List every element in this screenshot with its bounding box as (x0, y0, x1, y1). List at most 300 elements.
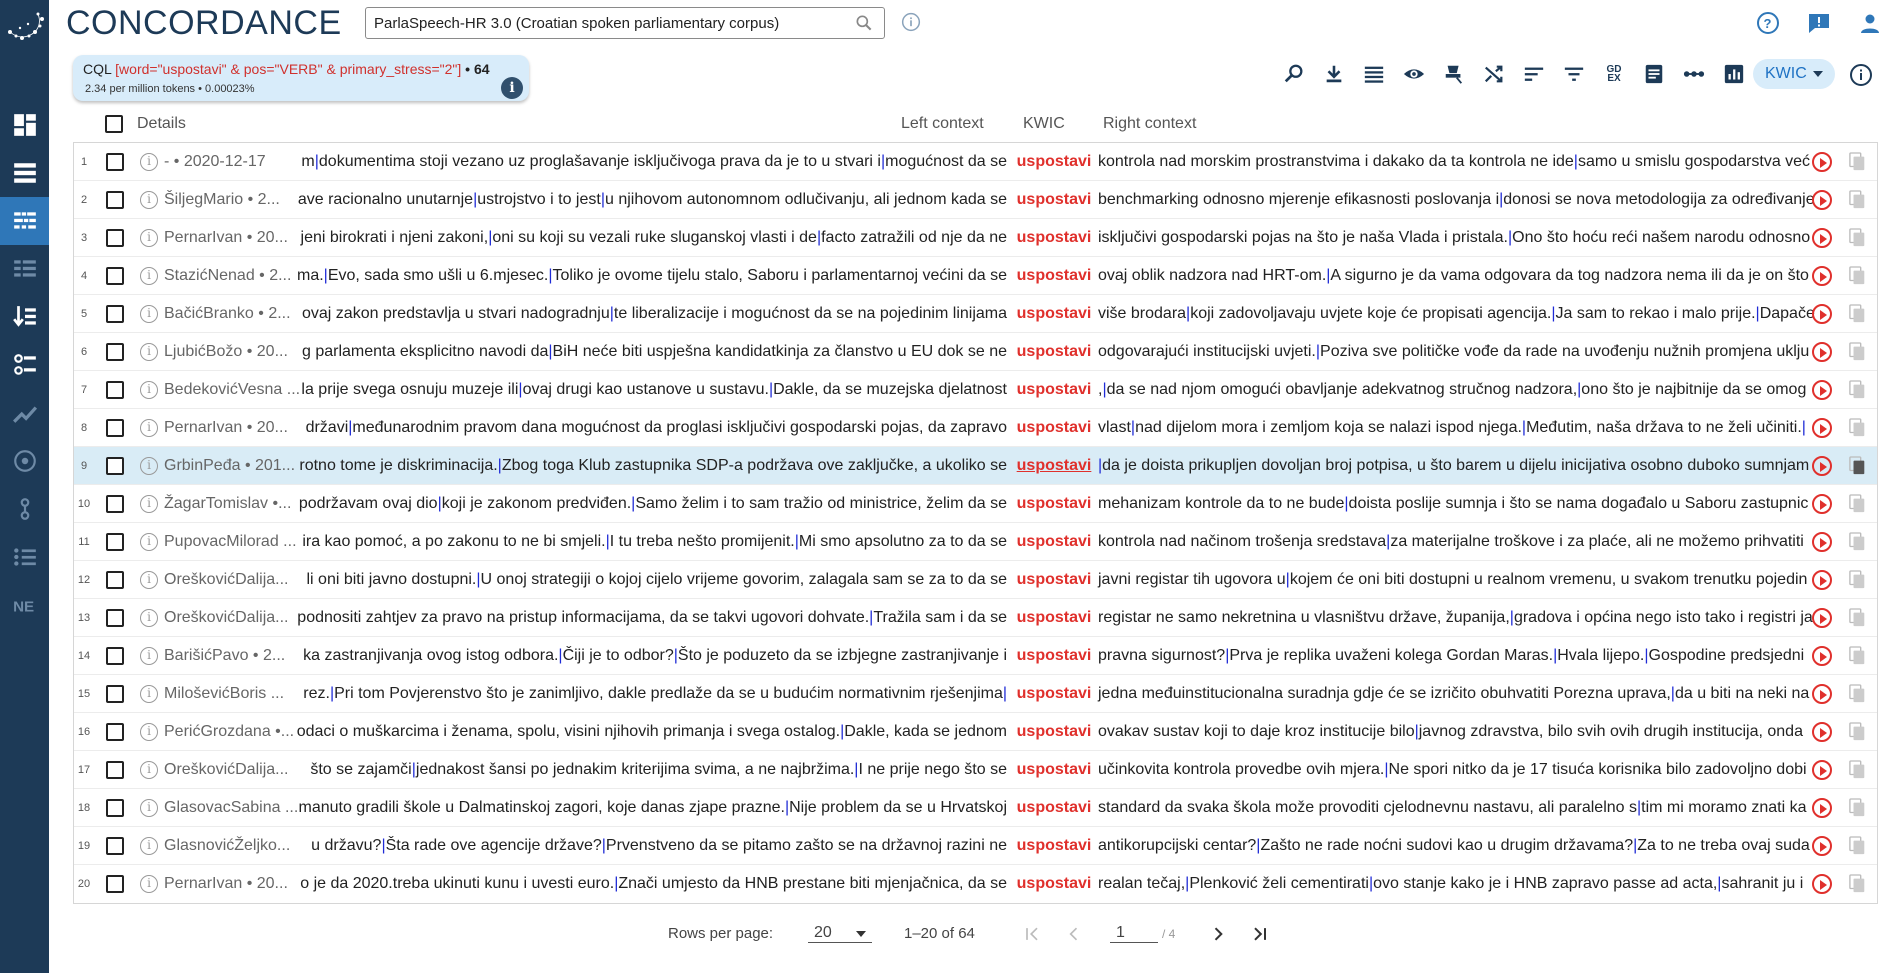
table-row[interactable] (74, 713, 1877, 751)
left-context (296, 723, 1007, 741)
left-context-text: ovaj zakon predstavlja u stvari nadogradnju|te liberalizacije i mogućnost da se na pojedinim linijama (302, 305, 1007, 322)
left-context (298, 799, 1007, 817)
sentence-separator: | (1801, 419, 1806, 436)
kwic-word[interactable]: uspostavi (1016, 533, 1092, 550)
row-details[interactable]: PerićGrozdana •... (164, 723, 295, 740)
row-info-icon[interactable]: i (140, 457, 158, 475)
row-number: 19 (77, 840, 91, 852)
row-info-icon[interactable]: i (140, 837, 158, 855)
sentence-separator: | (609, 305, 614, 322)
refine-search-button[interactable] (1280, 60, 1308, 88)
sentence-separator: | (473, 191, 478, 208)
sentence-separator: | (348, 419, 353, 436)
play-audio-icon[interactable] (1812, 646, 1832, 666)
sidebar-wordlist[interactable] (0, 293, 49, 341)
table-row[interactable] (74, 447, 1877, 485)
row-number: 18 (77, 802, 91, 814)
left-context (303, 685, 1007, 703)
right-context: pravna sigurnost?|Prva je replika uvaženi kolega Gordan Maras.|Hvala lijepo.|Gospodine predsjedni (1098, 647, 1805, 664)
copy-icon[interactable] (1849, 304, 1867, 324)
play-audio-icon[interactable] (1812, 722, 1832, 742)
row-info-icon[interactable]: i (140, 571, 158, 589)
copy-icon[interactable] (1849, 494, 1867, 514)
row-details[interactable]: ŠiljegMario • 2... (164, 191, 280, 208)
row-details[interactable]: PernarIvan • 20... (164, 419, 288, 436)
copy-icon[interactable] (1849, 532, 1867, 552)
row-info-icon[interactable]: i (140, 761, 158, 779)
kwic-word[interactable]: uspostavi (1016, 229, 1092, 246)
table-header (73, 110, 1878, 138)
chevron-down-icon (856, 931, 866, 937)
row-details[interactable]: OreškovićDalija... (164, 571, 289, 588)
row-number: 6 (80, 346, 88, 358)
kwic-word[interactable]: uspostavi (1016, 305, 1092, 322)
query-cql: [word="uspostavi" & pos="VERB" & primary_stress="2"] (115, 61, 462, 77)
sidebar-lists[interactable] (0, 533, 49, 581)
row-info-icon[interactable]: i (140, 153, 158, 171)
sentence-separator: | (1499, 191, 1504, 208)
row-number: 20 (77, 878, 91, 890)
row-details[interactable]: PupovacMilorad ... (164, 533, 297, 550)
copy-icon[interactable] (1849, 228, 1867, 248)
right-context: |da je doista prikupljen dovoljan broj potpisa, u što barem u dijelu inicijativa osobno duboko sumnjam (1098, 457, 1810, 474)
copy-icon[interactable] (1849, 684, 1867, 704)
play-audio-icon[interactable] (1812, 304, 1832, 324)
copy-icon[interactable] (1849, 190, 1867, 210)
left-context (298, 495, 1007, 513)
sidebar-parallel[interactable] (0, 245, 49, 293)
row-details[interactable]: MiloševićBoris ... (164, 685, 285, 702)
copy-icon[interactable] (1849, 874, 1867, 894)
row-info-icon[interactable]: i (140, 305, 158, 323)
table-row[interactable] (74, 827, 1877, 865)
row-details[interactable]: GlasnovićŽeljko... (164, 837, 291, 854)
row-info-icon[interactable]: i (140, 685, 158, 703)
table-row[interactable] (74, 561, 1877, 599)
kwic-word[interactable]: uspostavi (1016, 837, 1092, 854)
rows-per-page-label: Rows per page: (668, 925, 774, 942)
right-context: javni registar tih ugovora u|kojem će oni biti dostupni u realnom vremenu, u svakom trenutku pojedin (1098, 571, 1808, 588)
kwic-word[interactable]: uspostavi (1016, 723, 1092, 740)
copy-icon[interactable] (1849, 608, 1867, 628)
row-details[interactable]: StazićNenad • 2... (164, 267, 292, 284)
left-context (306, 761, 1007, 779)
kwic-word[interactable]: uspostavi (1016, 609, 1092, 626)
sidebar-keywords[interactable] (0, 437, 49, 485)
left-context-text: odaci o muškarcima i ženama, spolu, visini njihovih primanja i svega ostalog.|Dakle, kada se jednom (296, 723, 1007, 740)
sentence-separator: | (411, 761, 416, 778)
row-details[interactable]: OreškovićDalija... (164, 609, 289, 626)
row-number: 17 (77, 764, 91, 776)
sentence-separator: | (1102, 381, 1107, 398)
frequency-button[interactable] (1720, 60, 1748, 88)
download-icon (1323, 63, 1345, 85)
right-context: standard da svaka škola može provoditi cjelodnevnu nastavu, ali paralelno s|tim mi moramo znati ka (1098, 799, 1807, 816)
left-context-text: g parlamenta eksplicitno navodi da|BiH neće biti uspješna kandidatkinja za članstvo u EU dok se ne (301, 343, 1007, 360)
play-audio-icon[interactable] (1812, 760, 1832, 780)
row-checkbox[interactable] (106, 685, 124, 703)
play-audio-icon[interactable] (1812, 532, 1832, 552)
right-context: kontrola nad načinom trošenja sredstava|za materijalne troškove i za plaće, ali ne možemo prihvatiti (1098, 533, 1804, 550)
left-context (299, 457, 1007, 475)
kwic-word[interactable]: uspostavi (1016, 761, 1092, 778)
sentence-separator: | (1002, 685, 1007, 702)
row-details[interactable]: GrbinPeđa • 201... (164, 457, 296, 474)
gdex-icon: GD EX (1606, 64, 1622, 84)
table-row[interactable] (74, 637, 1877, 675)
column-kwic[interactable]: KWIC (1023, 115, 1065, 132)
table-row[interactable] (74, 751, 1877, 789)
sentence-separator: | (1185, 875, 1190, 892)
copy-icon[interactable] (1849, 722, 1867, 742)
sentence-separator: | (869, 609, 874, 626)
sentence-separator: | (1326, 267, 1331, 284)
sentence-separator: | (1285, 571, 1290, 588)
sentence-separator: | (323, 267, 328, 284)
column-details[interactable]: Details (137, 115, 186, 132)
sentence-separator: | (1384, 761, 1389, 778)
filter-button[interactable] (1560, 60, 1588, 88)
query-stats: 2.34 per million tokens • 0.00023% (85, 83, 255, 95)
play-audio-icon[interactable] (1812, 798, 1832, 818)
copy-icon[interactable] (1849, 380, 1867, 400)
row-details[interactable]: BačićBranko • 2... (164, 305, 291, 322)
sentence-separator: | (1386, 533, 1391, 550)
table-row[interactable] (74, 371, 1877, 409)
play-audio-icon[interactable] (1812, 190, 1832, 210)
table-row[interactable] (74, 675, 1877, 713)
column-left-context[interactable]: Left context (901, 115, 984, 132)
copy-icon[interactable] (1849, 418, 1867, 438)
kwic-word[interactable]: uspostavi (1016, 267, 1092, 284)
row-info-icon[interactable]: i (140, 343, 158, 361)
sentence-separator: | (1508, 229, 1513, 246)
kwic-word[interactable]: uspostavi (1016, 343, 1092, 360)
sentence-separator: | (1717, 875, 1722, 892)
play-audio-icon[interactable] (1812, 874, 1832, 894)
feedback-icon[interactable] (1807, 11, 1831, 35)
row-info-icon[interactable]: i (140, 609, 158, 627)
row-number: 10 (77, 498, 91, 510)
row-details[interactable]: BarišićPavo • 2... (164, 647, 286, 664)
row-number: 15 (77, 688, 91, 700)
kwic-word[interactable]: uspostavi (1016, 381, 1092, 398)
svg-text:NE: NE (12, 598, 34, 616)
sentence-separator: | (794, 533, 799, 550)
last-page-icon[interactable] (1250, 924, 1270, 944)
row-number: 2 (80, 194, 88, 206)
copy-icon[interactable] (1849, 570, 1867, 590)
info-icon[interactable] (1849, 63, 1873, 87)
row-info-icon[interactable]: i (140, 191, 158, 209)
row-checkbox[interactable] (106, 647, 124, 665)
left-context (297, 609, 1007, 627)
target-icon (12, 448, 38, 474)
row-info-icon[interactable]: i (140, 875, 158, 893)
sentence-separator: | (1553, 647, 1558, 664)
kwic-word[interactable]: uspostavi (1016, 875, 1092, 892)
row-checkbox[interactable] (106, 723, 124, 741)
table-row[interactable] (74, 789, 1877, 827)
kwic-word[interactable]: uspostavi (1016, 571, 1092, 588)
table-row[interactable] (74, 257, 1877, 295)
sentence-separator: | (476, 571, 481, 588)
visibility-button[interactable] (1400, 60, 1428, 88)
column-right-context[interactable]: Right context (1103, 115, 1197, 132)
left-context-text: la prije svega osnuju muzeje ili|ovaj drugi kao ustanove u sustavu.|Dakle, da se muzejska djelatnost (301, 381, 1007, 398)
play-audio-icon[interactable] (1812, 456, 1832, 476)
kwic-word[interactable]: uspostavi (1016, 685, 1092, 702)
row-details[interactable]: ŽagarTomislav •... (164, 495, 292, 512)
chevron-down-icon (1813, 71, 1823, 77)
row-number: 12 (77, 574, 91, 586)
table-row[interactable] (74, 295, 1877, 333)
row-checkbox[interactable] (106, 875, 124, 893)
kwic-word[interactable]: uspostavi (1016, 799, 1092, 816)
sentence-separator: | (488, 229, 493, 246)
left-context-text: što se zajamči|jednakost šansi po jednakim kriterijima svima, a ne najbržima.|I ne prije nego što se (310, 761, 1007, 778)
table-row[interactable] (74, 409, 1877, 447)
sentence-separator: | (1098, 457, 1103, 474)
copy-icon[interactable] (1849, 266, 1867, 286)
sentence-separator: | (601, 837, 606, 854)
sidebar (0, 0, 49, 973)
select-all-checkbox[interactable] (105, 115, 123, 133)
view-mode-dropdown[interactable] (1753, 59, 1835, 89)
sentence-separator: | (1315, 343, 1321, 360)
sentence-separator: | (1130, 419, 1136, 436)
sidebar-wordsketch[interactable] (0, 341, 49, 389)
row-info-icon[interactable]: i (140, 381, 158, 399)
play-audio-icon[interactable] (1812, 570, 1832, 590)
sidebar-ngrams[interactable] (0, 485, 49, 533)
row-checkbox[interactable] (106, 457, 124, 475)
row-info-icon[interactable]: i (140, 495, 158, 513)
table-row[interactable] (74, 181, 1877, 219)
app-logo-icon[interactable] (4, 6, 46, 48)
left-context (301, 381, 1007, 399)
next-page-icon[interactable] (1208, 924, 1228, 944)
copy-icon[interactable] (1849, 456, 1867, 476)
left-context-text: o je da 2020.treba ukinuti kunu i uvesti euro.|Znači umjesto da HNB prestane biti mjenjačnica, da se (300, 875, 1007, 892)
play-audio-icon[interactable] (1812, 494, 1832, 514)
row-details[interactable]: - • 2020-12-17 (164, 153, 266, 170)
left-context-text: ka zastranjivanja ovog istog odbora.|Čiji je to odbor?|Što je poduzeto da se izbjegne zastranjivanje i (303, 647, 1007, 664)
sentence-separator: | (1368, 875, 1374, 892)
row-info-icon[interactable]: i (140, 647, 158, 665)
sidebar-dashboard[interactable] (0, 101, 49, 149)
row-number: 7 (80, 384, 88, 396)
left-context (306, 419, 1007, 437)
dots-line-icon (1683, 63, 1705, 85)
sidebar-trends[interactable] (0, 389, 49, 437)
row-details[interactable]: LjubićBožo • 20... (164, 343, 288, 360)
table-row[interactable] (74, 485, 1877, 523)
copy-icon[interactable] (1849, 760, 1867, 780)
help-icon[interactable] (1756, 11, 1780, 35)
right-context: vlast|nad dijelom mora i zemljom koja se nalazi ispod njega.|Međutim, naša država to ne želi učiniti.| (1098, 419, 1806, 436)
rows-per-page-select[interactable] (808, 924, 872, 943)
user-icon[interactable] (1858, 11, 1882, 35)
row-checkbox[interactable] (106, 267, 124, 285)
right-context: antikorupcijski centar?|Zašto ne rade noćni sudovi kao u drugim državama?|Za to ne treba ovaj suda (1098, 837, 1810, 854)
gdex-button[interactable] (1600, 60, 1628, 88)
row-checkbox[interactable] (106, 533, 124, 551)
page-input[interactable] (1110, 924, 1158, 943)
copy-icon[interactable] (1849, 798, 1867, 818)
shuffle-icon (1483, 63, 1505, 85)
play-audio-icon[interactable] (1812, 684, 1832, 704)
left-context-text: u državu?|Šta rade ove agencije države?|Prvenstveno da se pitamo zašto se na državnoj razini ne (311, 837, 1007, 854)
table-row[interactable] (74, 143, 1877, 181)
right-context: odgovarajući institucijski uvjeti.|Poziva sve političke vođe da rade na uvođenju nužnih promjena uklju (1098, 343, 1810, 360)
right-context: učinkovita kontrola provedbe ovih mjera.|Ne spori nitko da je 17 tisuća korisnika bilo zadovoljno dobi (1098, 761, 1807, 778)
play-audio-icon[interactable] (1812, 266, 1832, 286)
row-number: 1 (80, 156, 88, 168)
copy-icon[interactable] (1849, 836, 1867, 856)
kwic-word[interactable]: uspostavi (1016, 419, 1092, 436)
row-checkbox[interactable] (106, 229, 124, 247)
previous-page-icon[interactable] (1064, 924, 1084, 944)
row-checkbox[interactable] (106, 495, 124, 513)
table-row[interactable] (74, 523, 1877, 561)
shuffle-button[interactable] (1480, 60, 1508, 88)
row-checkbox[interactable] (106, 153, 124, 171)
play-audio-icon[interactable] (1812, 228, 1832, 248)
row-info-icon[interactable]: i (140, 267, 158, 285)
download-button[interactable] (1320, 60, 1348, 88)
bar-chart-icon (1723, 63, 1745, 85)
sentence-separator: | (548, 267, 553, 284)
kwic-word[interactable]: uspostavi (1016, 647, 1092, 664)
row-info-icon[interactable]: i (140, 723, 158, 741)
kwic-word[interactable]: uspostavi (1016, 495, 1092, 512)
query-line (83, 61, 490, 77)
table-row[interactable] (74, 219, 1877, 257)
play-audio-icon[interactable] (1812, 152, 1832, 172)
row-info-icon[interactable]: i (140, 229, 158, 247)
text-types-button[interactable] (1640, 60, 1668, 88)
row-info-icon[interactable]: i (140, 419, 158, 437)
lines-icon (1363, 63, 1385, 85)
row-details[interactable]: GlasovacSabina ... (164, 799, 299, 816)
copy-icon[interactable] (1849, 342, 1867, 362)
sidebar-concordance[interactable] (0, 197, 49, 245)
play-audio-icon[interactable] (1812, 380, 1832, 400)
sentence-separator: | (497, 457, 502, 474)
kwic-word[interactable]: uspostavi (1016, 457, 1092, 474)
sentence-separator: | (548, 343, 553, 360)
row-checkbox[interactable] (106, 609, 124, 627)
collocations-button[interactable] (1680, 60, 1708, 88)
row-checkbox[interactable] (106, 191, 124, 209)
row-info-icon[interactable]: i (140, 799, 158, 817)
sentence-separator: | (854, 761, 859, 778)
sentence-separator: | (1521, 419, 1527, 436)
table-row[interactable] (74, 865, 1877, 903)
kwic-word[interactable]: uspostavi (1016, 153, 1092, 170)
copy-icon[interactable] (1849, 152, 1867, 172)
sentence-separator: | (1509, 609, 1514, 626)
row-number: 14 (77, 650, 91, 662)
sentence-separator: | (1755, 305, 1760, 322)
sentence-separator: | (1225, 647, 1230, 664)
document-icon (1643, 63, 1665, 85)
query-chip[interactable] (73, 55, 529, 101)
left-context (297, 191, 1007, 209)
copy-icon[interactable] (1849, 646, 1867, 666)
concordance-table (73, 142, 1878, 904)
row-checkbox[interactable] (106, 837, 124, 855)
sentence-separator: | (329, 685, 335, 702)
sentence-separator: | (600, 191, 605, 208)
right-context: mehanizam kontrole da to ne bude|doista poslije sumnja i što se nama događalo u Saboru zastupnic (1098, 495, 1809, 512)
row-checkbox[interactable] (106, 419, 124, 437)
left-context (297, 267, 1007, 285)
search-icon[interactable] (854, 13, 874, 33)
sentence-separator: | (605, 533, 610, 550)
right-context: jedna međuinstitucionalna suradnja gdje će se izričito obuhvatiti Porezna uprava,|da u biti na neki na (1098, 685, 1810, 702)
play-audio-icon[interactable] (1812, 342, 1832, 362)
left-context (306, 837, 1007, 855)
corpus-info-icon[interactable] (901, 12, 921, 32)
row-details[interactable]: OreškovićDalija... (164, 761, 289, 778)
row-details[interactable]: BedekovićVesna ... (164, 381, 301, 398)
row-checkbox[interactable] (106, 305, 124, 323)
sidebar-corpora[interactable] (0, 149, 49, 197)
query-info-icon[interactable]: i (501, 77, 523, 99)
row-checkbox[interactable] (106, 381, 124, 399)
sidebar-ne[interactable] (0, 581, 49, 629)
corpus-selector[interactable] (365, 7, 885, 39)
filter-icon (1563, 63, 1585, 85)
query-count: • 64 (461, 61, 490, 77)
concordance-icon (12, 208, 38, 234)
play-audio-icon[interactable] (1812, 836, 1832, 856)
good-examples-button[interactable] (1440, 60, 1468, 88)
sentence-separator: | (1573, 153, 1578, 170)
row-checkbox[interactable] (106, 343, 124, 361)
play-audio-icon[interactable] (1812, 418, 1832, 438)
sentence-separator: | (558, 647, 563, 664)
sentence-separator: | (1577, 381, 1582, 398)
sentence-separator: | (631, 495, 636, 512)
play-audio-icon[interactable] (1812, 608, 1832, 628)
kwic-word[interactable]: uspostavi (1016, 191, 1092, 208)
app-title: CONCORDANCE (66, 4, 342, 42)
svg-text:?: ? (1763, 16, 1772, 31)
sentence-separator: | (768, 381, 774, 398)
row-checkbox[interactable] (106, 571, 124, 589)
sentence-separator: | (1551, 305, 1556, 322)
left-context (300, 229, 1007, 247)
row-checkbox[interactable] (106, 761, 124, 779)
left-context-text: m|dokumentima stoji vezano uz proglašavanje isključivoga prava da je to u stvari i|mogućnost da se (301, 153, 1007, 170)
first-page-icon[interactable] (1022, 924, 1042, 944)
view-options-button[interactable] (1360, 60, 1388, 88)
sentence-separator: | (784, 799, 790, 816)
table-row[interactable] (74, 599, 1877, 637)
right-context: realan tečaj,|Plenković želi cementirati|ovo stanje kako je i HNB zapravo passe ad acta,|sahranit ju i (1098, 875, 1804, 892)
eye-icon (1403, 63, 1425, 85)
sort-button[interactable] (1520, 60, 1548, 88)
row-details[interactable]: PernarIvan • 20... (164, 229, 288, 246)
left-context-text: li oni biti javno dostupni.|U onoj strategiji o kojoj cijelo vrijeme govorim, zalagala sam se za to da se (306, 571, 1007, 588)
table-row[interactable] (74, 333, 1877, 371)
row-checkbox[interactable] (106, 799, 124, 817)
row-info-icon[interactable]: i (140, 533, 158, 551)
row-details[interactable]: PernarIvan • 20... (164, 875, 288, 892)
